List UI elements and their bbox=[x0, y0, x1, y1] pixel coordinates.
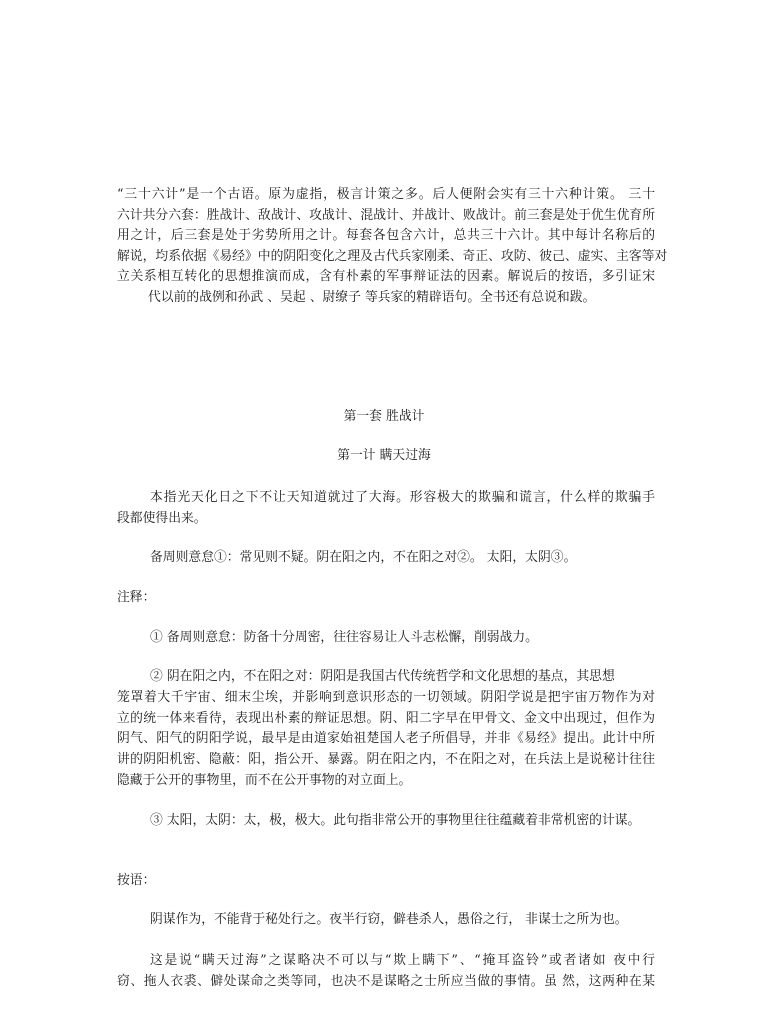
intro-line: 解说，均系依据《易经》中的阴阳变化之理及古代兵家刚柔、奇正、攻防、彼己、虚实、主客等对 bbox=[117, 248, 668, 264]
note-line: 阴气、阳气的阴阳学说，最早是由道家始祖楚国人老子所倡导，并非《易经》提出。此计中所 bbox=[117, 731, 655, 747]
note-line: 隐藏于公开的事物里，而不在公开事物的对立面上。 bbox=[117, 772, 412, 788]
stratagem-title: 第一计 瞒天过海 bbox=[337, 448, 431, 463]
note-item bbox=[117, 667, 655, 792]
verse-text: 备周则意怠①：常见则不疑。阴在阳之内，不在阳之对②。 太阳，太阴③。 bbox=[150, 550, 577, 565]
intro-line: 代以前的战例和孙武 、吴起 、尉缭子 等兵家的精辟语句。全书还有总说和跋。 bbox=[148, 289, 596, 305]
note-line: 讲的阴阳机密、隐蔽：阳，指公开、暴露。阴在阳之内，不在阳之对，在兵法上是说秘计往往 bbox=[117, 752, 655, 768]
intro-line: 立关系相互转化的思想推演而成，含有朴素的军事辩证法的因素。解说后的按语，多引证宋 bbox=[117, 269, 655, 285]
note-item bbox=[117, 627, 655, 648]
commentary-heading-block bbox=[117, 870, 655, 891]
notes-heading: 注释： bbox=[117, 590, 156, 605]
intro-paragraph bbox=[117, 185, 668, 309]
note-line: ② 阴在阳之内，不在阳之对：阴阳是我国古代传统哲学和文化思想的基点，其思想 bbox=[150, 669, 615, 684]
intro-line: 用之计，后三套是处于劣势所用之计。每套各包含六计，总共三十六计。其中每计名称后的 bbox=[117, 228, 655, 244]
intro-line: “三十六计”是一个古语。原为虚指，极言计策之多。后人便附会实有三十六种计策。 三十 bbox=[117, 187, 655, 202]
note-line: ③ 太阳，太阴：太，极，极大。此句指非常公开的事物里往往蕴藏着非常机密的计谋。 bbox=[150, 813, 641, 828]
verse-paragraph bbox=[117, 547, 655, 568]
commentary-line: 这是说“瞒天过海”之谋略决不可以与“欺上瞒下”、“掩耳盗铃”或者诸如 夜中行 bbox=[150, 953, 655, 968]
commentary-paragraph bbox=[117, 909, 655, 930]
commentary-paragraph bbox=[117, 950, 655, 992]
intro-line: 六计共分六套：胜战计、敌战计、攻战计、混战计、并战计、败战计。前三套是处于优生优育所 bbox=[117, 207, 655, 223]
set-title: 第一套 胜战计 bbox=[343, 409, 425, 424]
notes-heading-block bbox=[117, 587, 655, 608]
note-line: 笼罩着大千宇宙、细末尘埃，并影响到意识形态的一切领域。阴阳学说是把宇宙万物作为对 bbox=[117, 689, 655, 705]
note-line: 立的统一体来看待，表现出朴素的辩证思想。阴、阳二字早在甲骨文、金文中出现过，但作为 bbox=[117, 710, 655, 726]
commentary-line: 阴谋作为，不能背于秘处行之。夜半行窃，僻巷杀人，愚俗之行， 非谋士之所为也。 bbox=[150, 912, 628, 927]
explanation-line: 本指光天化日之下不让天知道就过了大海。形容极大的欺骗和谎言，什么样的欺骗手 bbox=[150, 490, 655, 505]
commentary-line: 窃、拖人衣裘、僻处谋命之类等同，也决不是谋略之士所应当做的事情。虽 然，这两种在某 bbox=[117, 974, 655, 989]
commentary-heading: 按语： bbox=[117, 873, 156, 888]
note-line: ① 备周则意怠：防备十分周密，往往容易让人斗志松懈，削弱战力。 bbox=[150, 630, 538, 645]
explanation-paragraph bbox=[117, 487, 655, 529]
explanation-line: 段都使得出来。 bbox=[117, 511, 207, 526]
note-item bbox=[117, 810, 655, 831]
